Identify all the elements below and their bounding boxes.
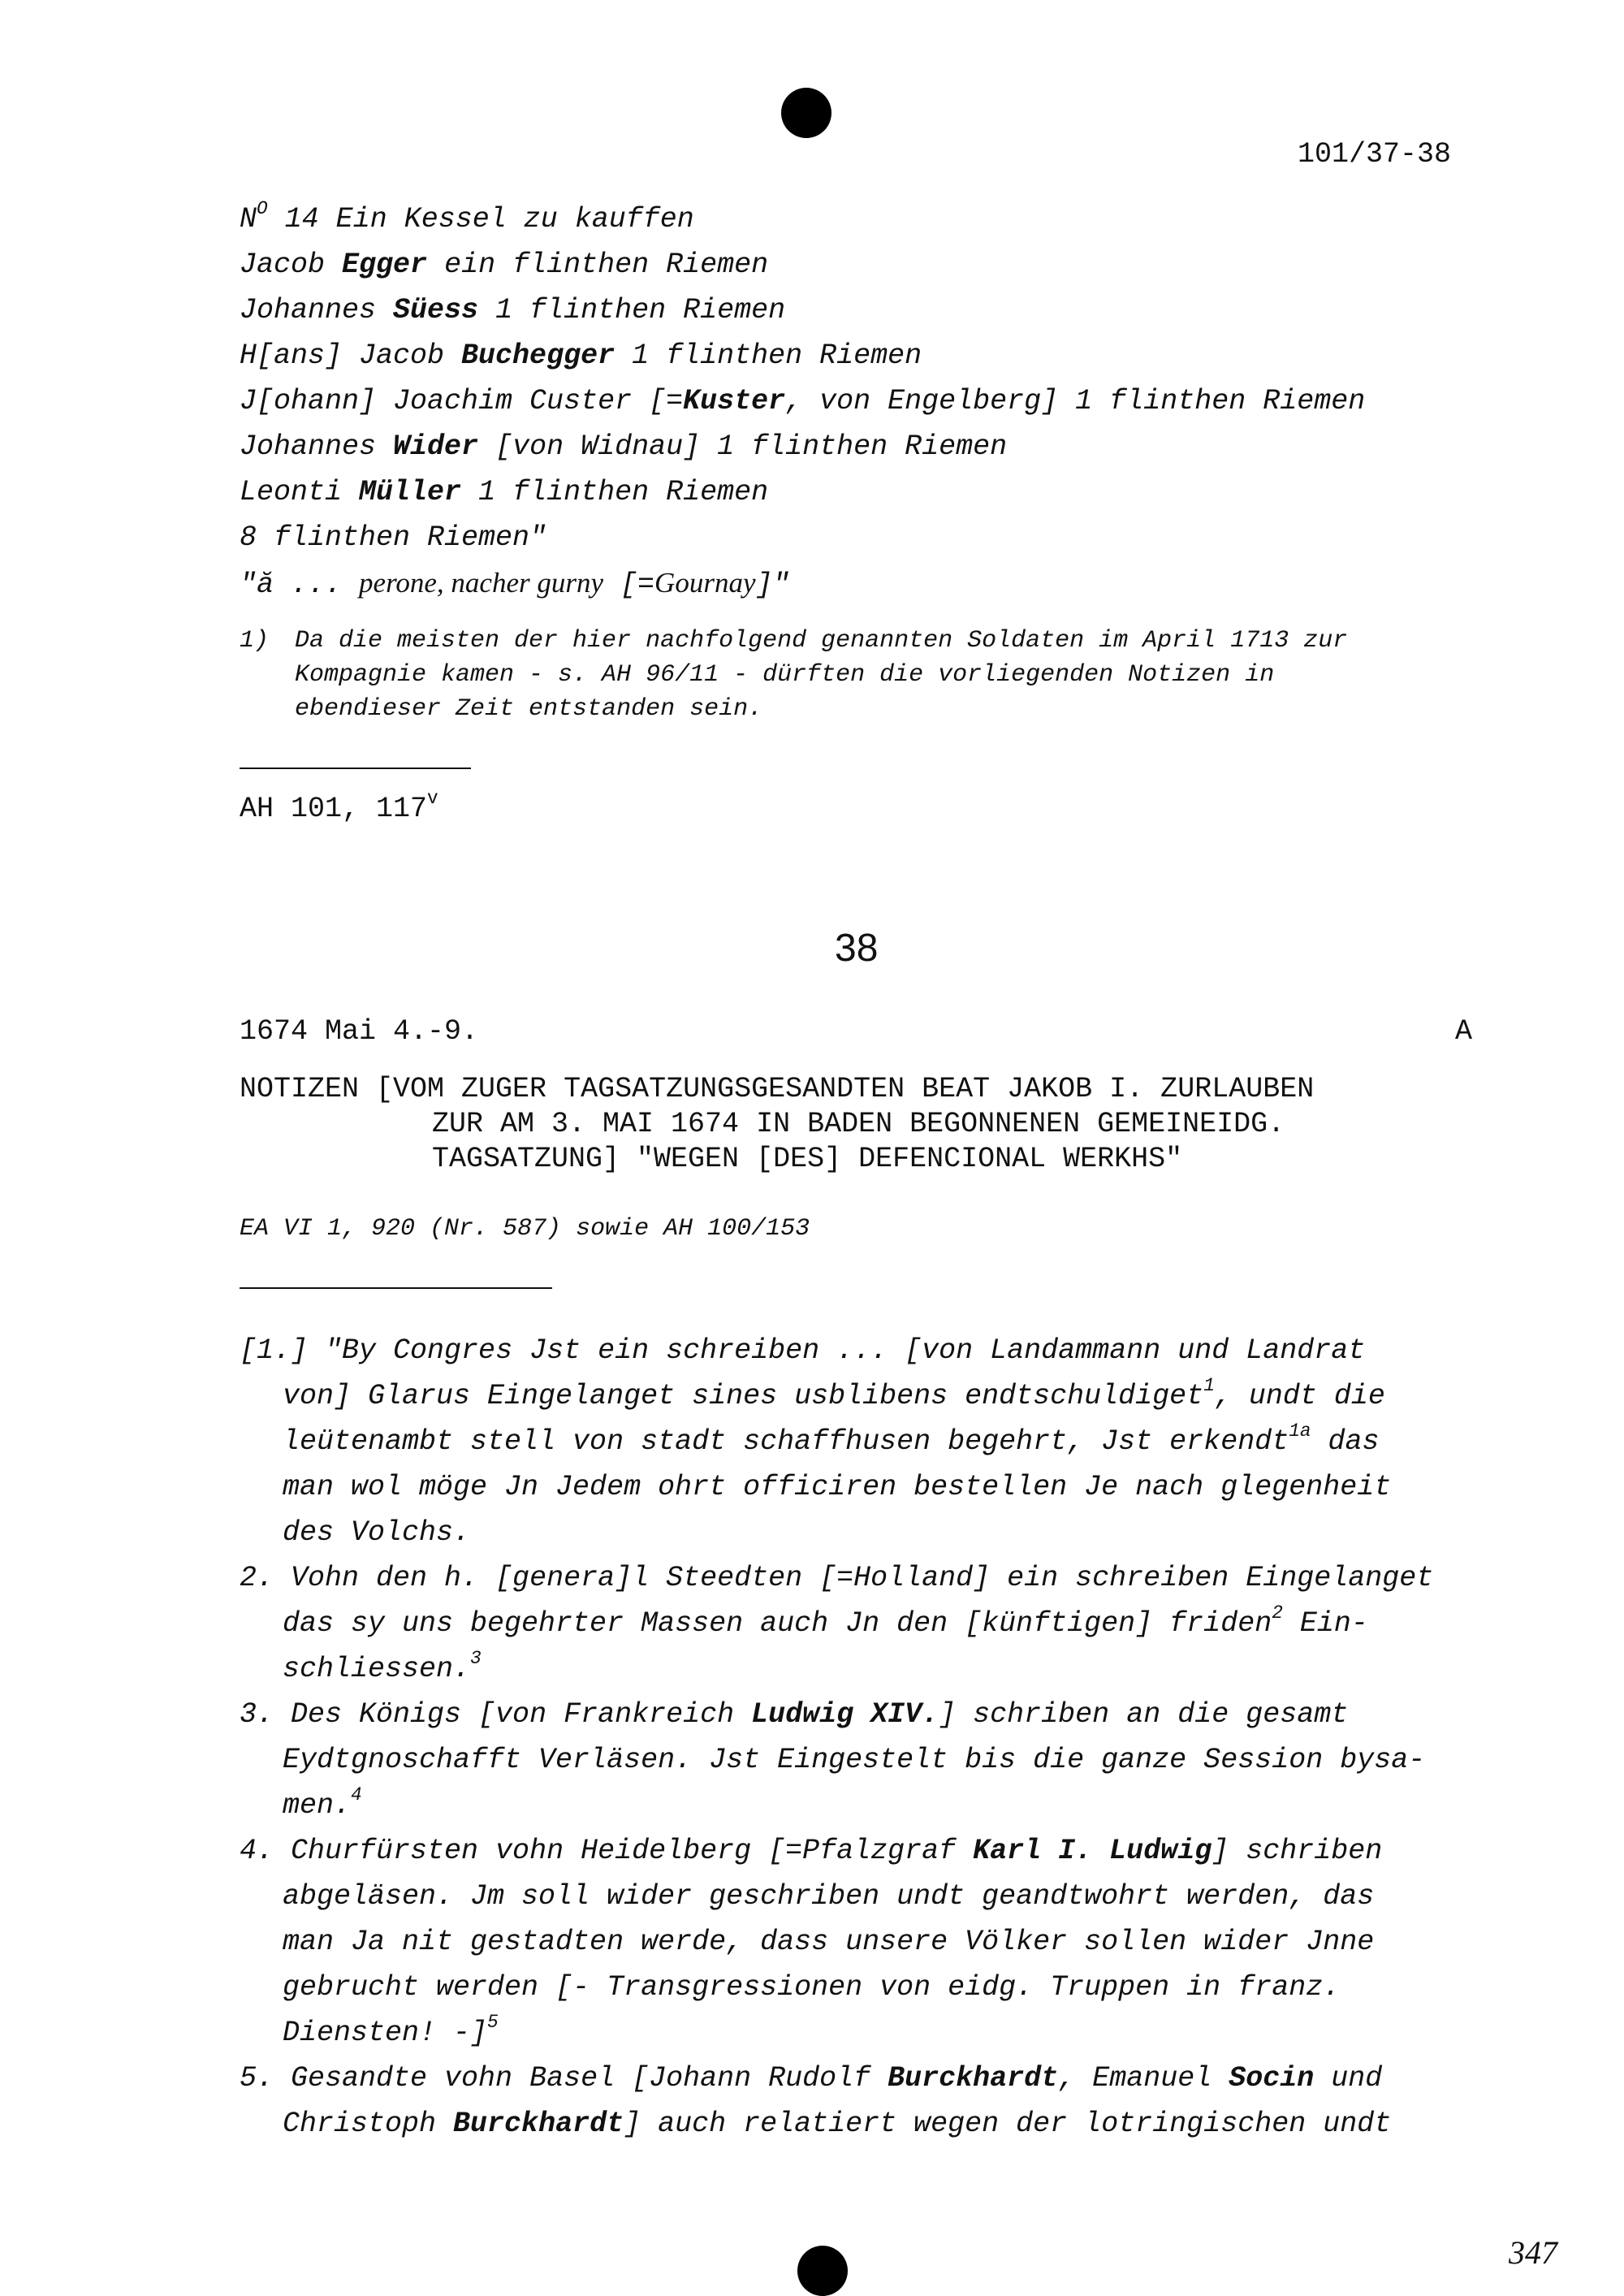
text-run: schliessen. [283,1653,471,1685]
title-line: NOTIZEN [VOM ZUGER TAGSATZUNGSGESANDTEN BEAT JAKOB I. ZURLAUBEN [240,1073,1315,1105]
text-run: Jacob [240,249,343,281]
footnote-text [295,624,1347,726]
text-run: Eydtgnoschafft Verläsen. Jst Eingestelt bis die ganze Session bysa- [283,1744,1426,1776]
item-marker: [1.] [240,1334,326,1367]
entry-line [240,197,1365,242]
text-run: abgeläsen. Jm soll wider geschriben undt geandtwohrt werden, das [283,1880,1375,1913]
entry-line [240,288,1365,333]
text-run: man wol möge Jn Jedem ohrt officiren bestellen Je nach glegenheit [283,1471,1392,1503]
list-item [240,1828,1433,2056]
text-run: ] schriben an die gesamt [939,1698,1349,1731]
item-line [240,1783,1433,1828]
item-line [240,1601,1433,1646]
text-run: 8 flinthen Riemen" [240,521,547,554]
text-run: 1 flinthen Riemen [478,294,786,326]
name-emphasis: Müller [359,476,462,508]
document-reference: 101/37-38 [1298,138,1452,171]
superscript: 5 [487,2012,499,2034]
text-run: Leonti [240,476,360,508]
text-run: ]" [755,569,790,601]
superscript: O [257,198,268,220]
document-number: 38 [835,927,879,970]
text-run: , Emanuel [1058,2062,1229,2095]
text-run: men. [283,1789,352,1822]
divider-rule [240,767,471,769]
doc38-items [240,1328,1433,2147]
entry-line [240,560,1365,608]
text-run: Gesandte vohn Basel [Johann Rudolf [291,2062,888,2095]
item-line [240,1419,1433,1464]
text-run: ] auch relatiert wegen der lotringischen undt [624,2108,1392,2140]
text-run: Des Königs [von Frankreich [291,1698,752,1731]
handwritten-text: Gournay [654,567,756,599]
text-run: Diensten! -] [283,2017,488,2049]
text-run: Christoph [283,2108,454,2140]
name-emphasis: Ludwig XIV. [751,1698,939,1731]
item-line [240,2101,1433,2147]
item-line [240,1919,1433,1965]
item-line [240,1965,1433,2010]
text-run: "By Congres Jst ein schreiben ... [von Landammann und Landrat [325,1334,1366,1367]
text-run: "ă ... [240,569,360,601]
handwritten-page-number: 347 [1509,2234,1557,2271]
name-emphasis: Kuster [683,385,786,417]
name-emphasis: Karl I. Ludwig [973,1835,1212,1867]
text-run: gebrucht werden [- Transgressionen von eidg. Truppen in franz. [283,1971,1341,2004]
item-line [240,1555,1433,1601]
superscript: 1a [1289,1420,1311,1442]
entry-line [240,378,1365,424]
item-marker: 2. [240,1562,292,1594]
item-line [240,1828,1433,1874]
list-item [240,2056,1433,2147]
item-line [240,1646,1433,1692]
text-run: ] schriben [1212,1835,1383,1867]
text-run: 1 flinthen Riemen [461,476,769,508]
list-item [240,1328,1433,1555]
item-line [240,1373,1433,1419]
document-date: 1674 Mai 4.-9. [240,1015,479,1048]
text-run: [von Widnau] 1 flinthen Riemen [478,430,1008,463]
item-line [240,1328,1433,1373]
title-line: ZUR AM 3. MAI 1674 IN BADEN BEGONNENEN GEMEINEIDG. [432,1108,1285,1140]
text-run: man Ja nit gestadten werde, dass unsere Völker sollen wider Jnne [283,1926,1375,1958]
text-run: von] Glarus Eingelanget sines usblibens endtschuldiget [283,1380,1204,1412]
entry-line [240,333,1365,378]
text-run: Johannes [240,430,394,463]
handwritten-text: perone, nacher gurny [359,567,604,599]
item-line [240,1692,1433,1737]
item-line [240,1874,1433,1919]
list-item [240,1692,1433,1828]
text-run: , undt die [1214,1380,1385,1412]
text-run: Ein- [1282,1607,1368,1640]
text-run: leütenambt stell von stadt schaffhusen begehrt, Jst erkendt [283,1425,1289,1458]
item-line [240,1737,1433,1783]
item-line [240,1510,1433,1555]
footnote-line: Kompagnie kamen - s. AH 96/11 - dürften die vorliegenden Notizen in [295,661,1275,689]
item-line [240,2010,1433,2056]
text-run: und [1314,2062,1383,2095]
item-line [240,2056,1433,2101]
title-line: TAGSATZUNG] "WEGEN [DES] DEFENCIONAL WERKHS" [432,1143,1183,1175]
entry-line [240,515,1365,560]
divider-rule-2 [240,1287,552,1289]
name-emphasis: Buchegger [461,339,615,372]
text-run: das [1311,1425,1380,1458]
item-marker: 4. [240,1835,292,1867]
name-emphasis: Wider [393,430,479,463]
text-run: 14 Ein Kessel zu kauffen [267,203,694,236]
text-run: J[ohann] Joachim Custer [= [240,385,684,417]
text-run: Churfürsten vohn Heidelberg [=Pfalzgraf [291,1835,974,1867]
text-run: des Volchs. [283,1516,471,1549]
item-marker: 5. [240,2062,292,2095]
name-emphasis: Burckhardt [453,2108,624,2140]
text-run: Vohn den h. [genera]l Steedten [=Holland] ein schreiben Eingelanget [291,1562,1434,1594]
text-run: das sy uns begehrter Massen auch Jn den [künftigen] friden [283,1607,1272,1640]
punch-hole-top [781,88,831,138]
superscript: 4 [351,1784,362,1806]
document-type-letter: A [1455,1015,1473,1048]
superscript: 2 [1272,1602,1283,1624]
name-emphasis: Süess [393,294,479,326]
item-line [240,1464,1433,1510]
document-title [240,1072,1314,1177]
superscript: 3 [470,1648,482,1670]
footnote-marker: 1) [240,627,270,655]
doc37-entries [240,197,1365,608]
list-item [240,1555,1433,1692]
text-run: , von Engelberg] 1 flinthen Riemen [785,385,1366,417]
text-run: [= [603,569,655,601]
item-marker: 3. [240,1698,292,1731]
text-run: N [240,203,257,236]
edition-reference: EA VI 1, 920 (Nr. 587) sowie AH 100/153 [240,1215,810,1243]
footnote-line: Da die meisten der hier nachfolgend genannten Soldaten im April 1713 zur [295,627,1348,655]
superscript: 1 [1203,1375,1215,1397]
name-emphasis: Burckhardt [888,2062,1059,2095]
name-emphasis: Egger [342,249,428,281]
source-folio-sup: v [427,788,438,810]
entry-line [240,469,1365,515]
text-run: H[ans] Jacob [240,339,462,372]
entry-line [240,242,1365,288]
footnote-line: ebendieser Zeit entstanden sein. [295,695,763,723]
text-run: 1 flinthen Riemen [615,339,922,372]
text-run: ein flinthen Riemen [427,249,769,281]
source-text: AH 101, 117 [240,793,428,825]
source-citation [240,786,438,832]
entry-line [240,424,1365,469]
text-run: Johannes [240,294,394,326]
name-emphasis: Socin [1229,2062,1315,2095]
